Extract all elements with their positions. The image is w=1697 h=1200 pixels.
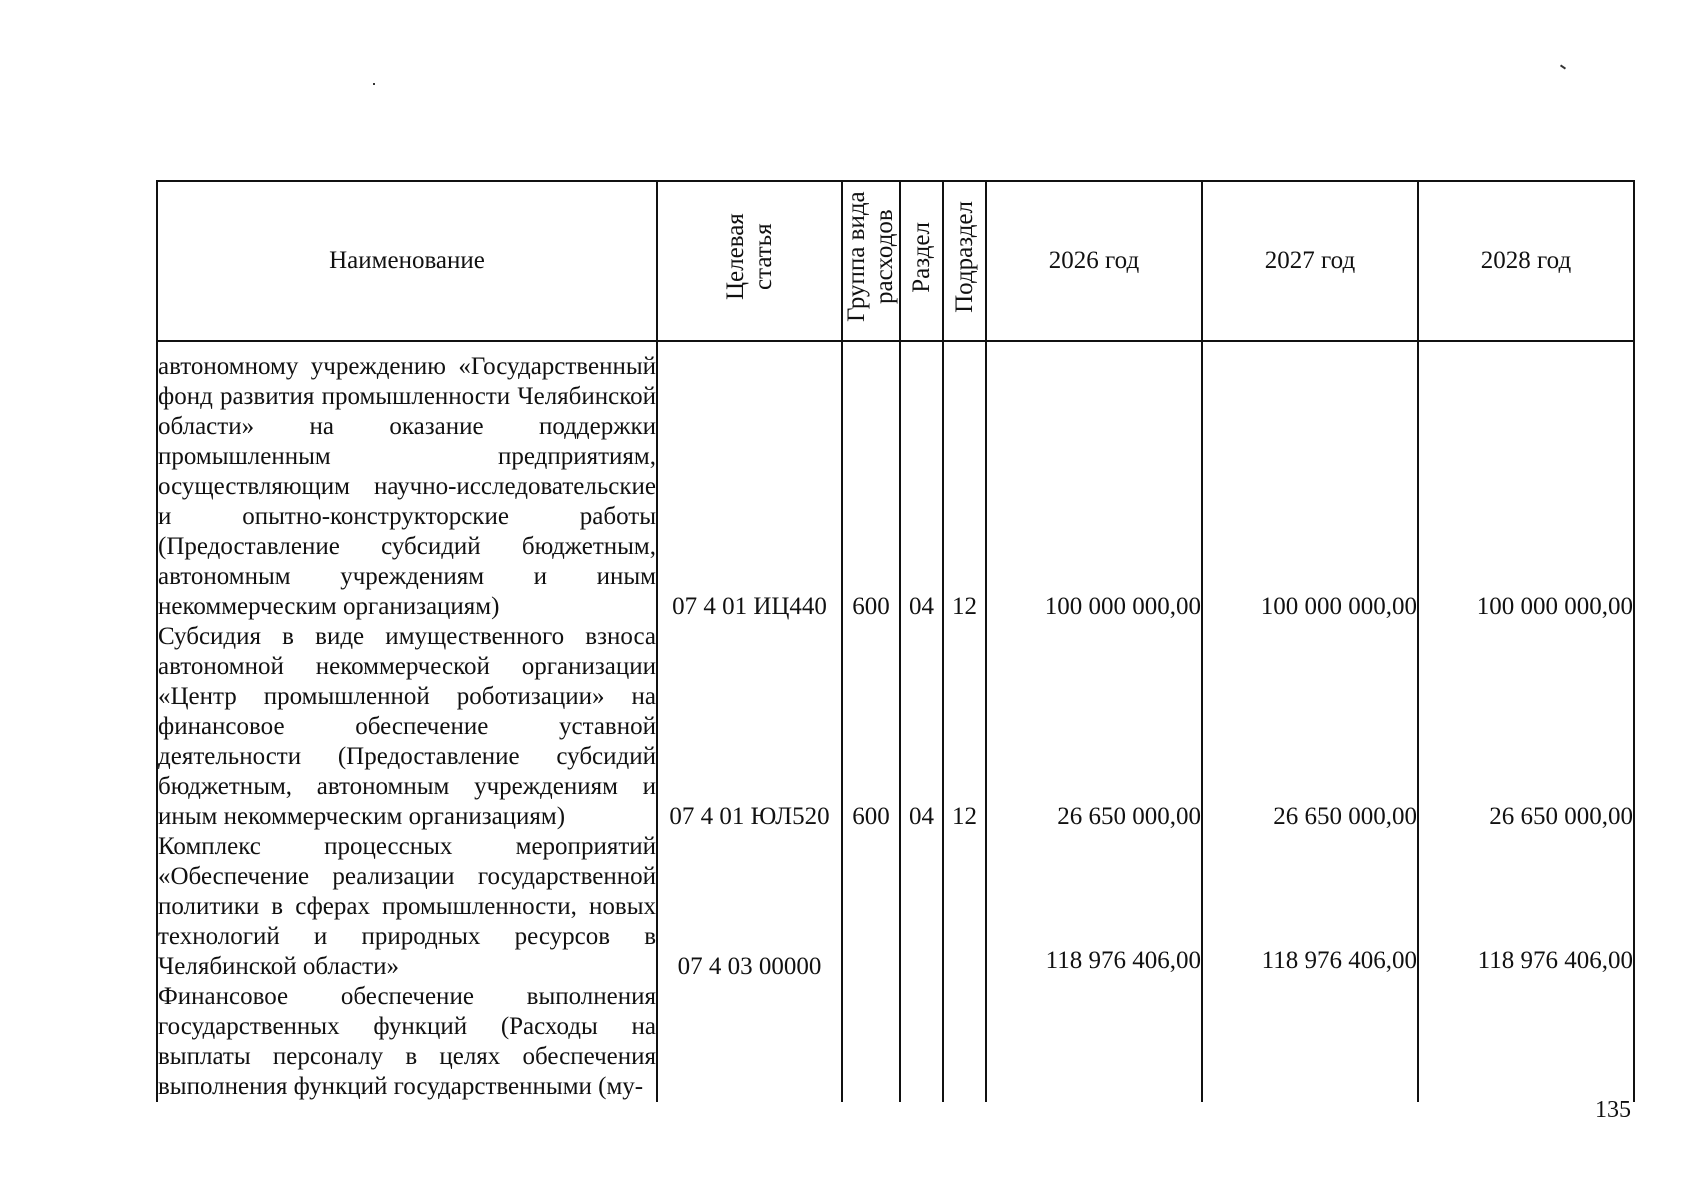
- header-target-article: Целевая статья: [657, 181, 842, 341]
- row-amount-2028: 118 976 406,00: [1418, 832, 1634, 982]
- row-amount-2026: [986, 982, 1202, 1102]
- header-expense-group: Группа вида расходов: [842, 181, 900, 341]
- budget-table: [156, 180, 1635, 1102]
- row-section: [900, 982, 943, 1102]
- table-header-row: [157, 181, 1634, 341]
- row-name: Финансовое обеспечение выполнения государственных функций (Расходы на выплаты персоналу в целях обеспечения выполнения функций государственными (му-: [158, 983, 656, 1100]
- header-name: Наименование: [157, 181, 657, 341]
- row-target-article: 07 4 01 ИЦ440: [657, 341, 842, 622]
- row-subsection: [943, 982, 986, 1102]
- table-row: [157, 982, 1634, 1102]
- table-row: [157, 341, 1634, 622]
- row-name: автономному учреждению «Государственный фонд развития промышленности Челябинской области» на оказание поддержки промышленным предприятиям, осуществляющим научно-исследовательские и опытно-конструкторские работы (Предоставление субсидий бюджетным, автономным учреждениям и иным некоммерческим организациям): [157, 341, 657, 622]
- row-amount-2027: 100 000 000,00: [1202, 341, 1418, 622]
- row-subsection: 12: [943, 622, 986, 832]
- row-name: Субсидия в виде имущественного взноса автономной некоммерческой организации «Центр промышленной роботизации» на финансовое обеспечение уставной деятельности (Предоставление субсидий бюджетным, автономным учреждениям и иным некоммерческим организациям): [158, 623, 656, 830]
- row-amount-2028: 100 000 000,00: [1418, 341, 1634, 622]
- scan-mark: [1560, 64, 1566, 69]
- row-amount-2026: 100 000 000,00: [986, 341, 1202, 622]
- page-number: 135: [1595, 1097, 1631, 1123]
- scan-mark: [373, 83, 375, 85]
- row-amount-2028: 26 650 000,00: [1418, 622, 1634, 832]
- row-section: [900, 832, 943, 982]
- row-amount-2027: 118 976 406,00: [1202, 832, 1418, 982]
- header-section: Раздел: [900, 181, 943, 341]
- row-amount-2026: 118 976 406,00: [986, 832, 1202, 982]
- header-year-2026: 2026 год: [986, 181, 1202, 341]
- row-target-article: 07 4 03 00000: [657, 832, 842, 982]
- table-row: [157, 622, 1634, 832]
- header-year-2027: 2027 год: [1202, 181, 1418, 341]
- row-amount-2027: [1202, 982, 1418, 1102]
- row-target-article: 07 4 01 ЮЛ520: [657, 622, 842, 832]
- table-row: [157, 832, 1634, 982]
- row-amount-2026: 26 650 000,00: [986, 622, 1202, 832]
- row-subsection: 12: [943, 341, 986, 622]
- row-expense-group: 600: [842, 622, 900, 832]
- row-subsection: [943, 832, 986, 982]
- row-target-article: [657, 982, 842, 1102]
- row-expense-group: [842, 982, 900, 1102]
- row-name: Комплекс процессных мероприятий «Обеспечение реализации государственной политики в сферах промышленности, новых технологий и природных ресурсов в Челябинской области»: [158, 833, 656, 980]
- row-section: 04: [900, 341, 943, 622]
- header-subsection: Подраздел: [943, 181, 986, 341]
- row-section: 04: [900, 622, 943, 832]
- header-year-2028: 2028 год: [1418, 181, 1634, 341]
- row-amount-2027: 26 650 000,00: [1202, 622, 1418, 832]
- row-expense-group: [842, 832, 900, 982]
- row-expense-group: 600: [842, 341, 900, 622]
- row-amount-2028: [1418, 982, 1634, 1102]
